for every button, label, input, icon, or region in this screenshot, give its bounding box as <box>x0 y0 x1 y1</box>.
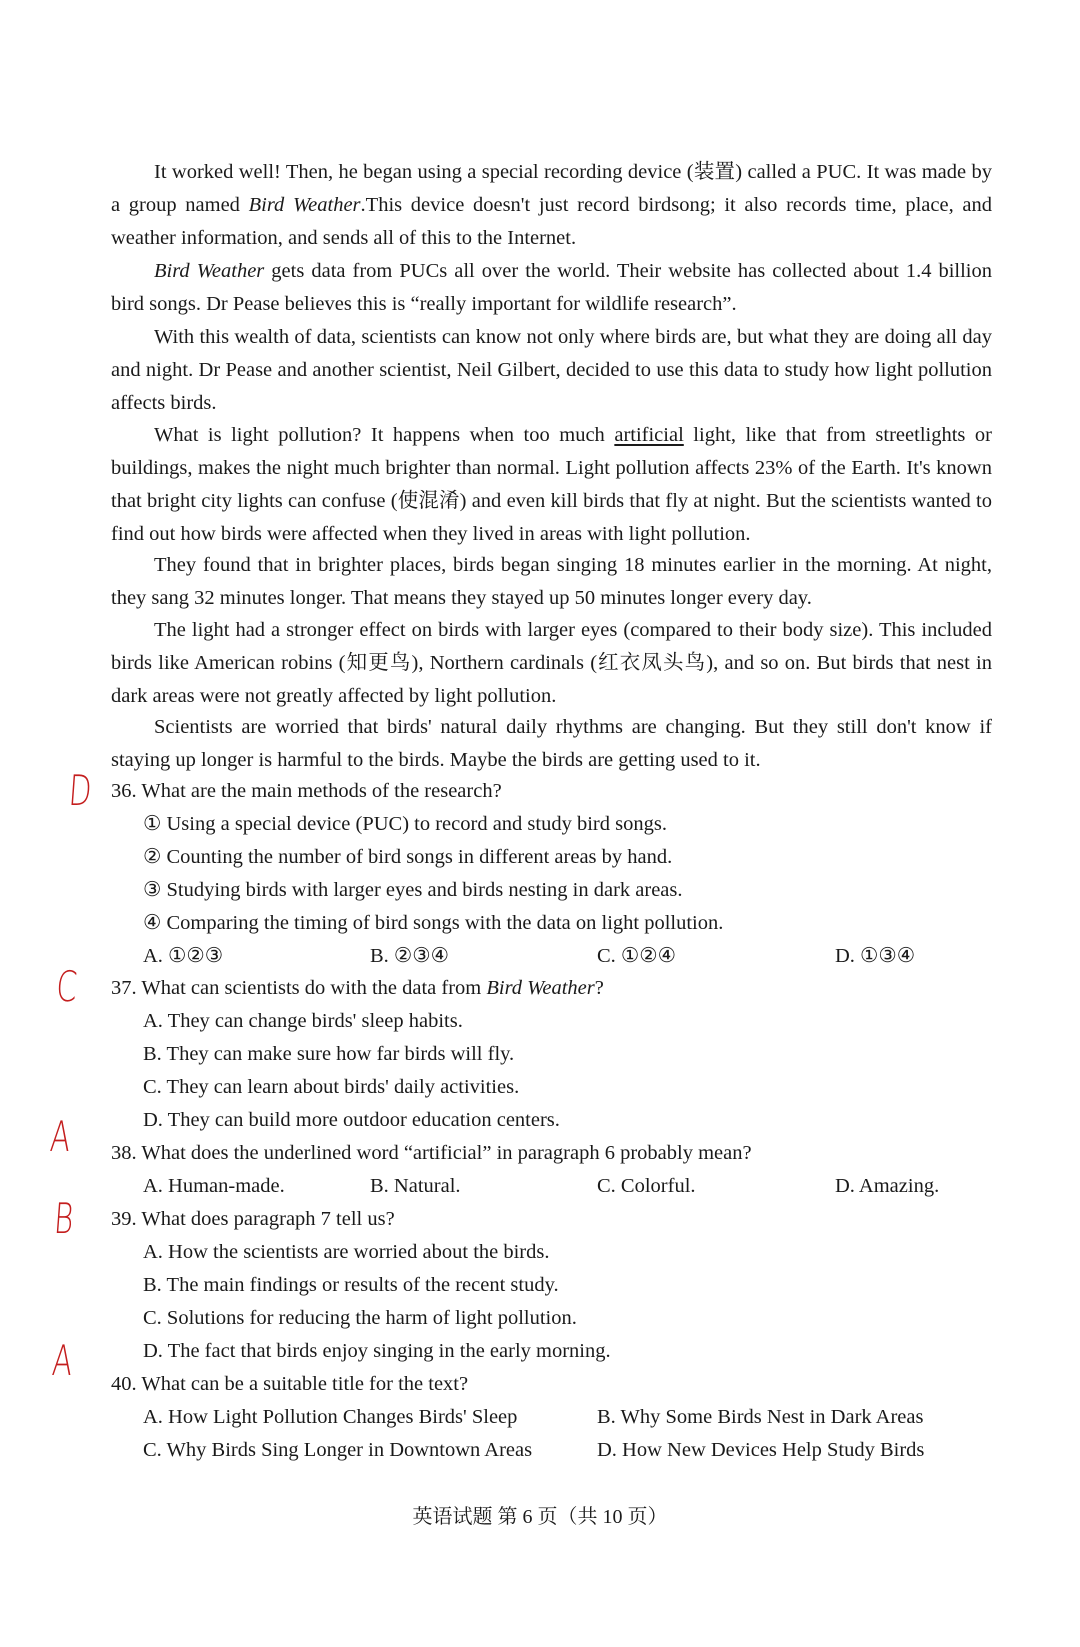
q36-option-d: D. ①③④ <box>835 945 916 967</box>
q39-option-b: B. The main findings or results of the recent study. <box>143 1274 559 1296</box>
q38-option-b: B. Natural. <box>370 1175 461 1197</box>
q36-option-a: A. ①②③ <box>143 945 224 967</box>
q37-option-c: C. They can learn about birds' daily activities. <box>143 1076 520 1098</box>
question-36-stem: 36. What are the main methods of the research? <box>111 780 502 802</box>
q37-option-b: B. They can make sure how far birds will fly. <box>143 1043 515 1065</box>
q40-option-d: D. How New Devices Help Study Birds <box>597 1439 925 1461</box>
question-40-stem: 40. What can be a suitable title for the text? <box>111 1373 469 1395</box>
q36-option-c: C. ①②④ <box>597 945 677 967</box>
q38-option-c: C. Colorful. <box>597 1175 696 1197</box>
question-37-stem: 37. What can scientists do with the data from Bird Weather? <box>111 977 604 999</box>
q39-option-c: C. Solutions for reducing the harm of light pollution. <box>143 1307 577 1329</box>
q36-item-2: ② Counting the number of bird songs in different areas by hand. <box>143 846 673 868</box>
paragraph-2: Bird Weather gets data from PUCs all over the world. Their website has collected about 1.4 billion bird songs. Dr Pease believes this is “really important for wildlife research”. <box>111 260 992 315</box>
question-39-stem: 39. What does paragraph 7 tell us? <box>111 1208 395 1230</box>
q36-item-3: ③ Studying birds with larger eyes and birds nesting in dark areas. <box>143 879 683 901</box>
q37-option-a: A. They can change birds' sleep habits. <box>143 1010 463 1032</box>
q39-option-a: A. How the scientists are worried about the birds. <box>143 1241 550 1263</box>
question-38-stem: 38. What does the underlined word “artificial” in paragraph 6 probably mean? <box>111 1142 752 1164</box>
q37-option-d: D. They can build more outdoor education centers. <box>143 1109 560 1131</box>
handwritten-answer-36: D <box>67 766 94 815</box>
page-footer: 英语试题 第 6 页（共 10 页） <box>412 1506 668 1528</box>
q36-item-1: ① Using a special device (PUC) to record and study bird songs. <box>143 813 667 835</box>
q36-item-4: ④ Comparing the timing of bird songs with the data on light pollution. <box>143 912 724 934</box>
q40-option-c: C. Why Birds Sing Longer in Downtown Areas <box>143 1439 533 1461</box>
handwritten-answer-40: A <box>50 1336 75 1385</box>
q40-option-b: B. Why Some Birds Nest in Dark Areas <box>597 1406 924 1428</box>
handwritten-answer-37: C <box>54 962 79 1011</box>
paragraph-3: With this wealth of data, scientists can know not only where birds are, but what they are doing all day and night. Dr Pease and another scientist, Neil Gilbert, decided to use this data to study how light pollution affects birds. <box>111 326 992 414</box>
paragraph-5: They found that in brighter places, birds began singing 18 minutes earlier in the morning. At night, they sang 32 minutes longer. That means they stayed up 50 minutes longer every day. <box>111 554 992 609</box>
q38-option-a: A. Human-made. <box>143 1175 285 1197</box>
paragraph-6: The light had a stronger effect on birds with larger eyes (compared to their body size). This included birds like American robins (知更鸟), Northern cardinals (红衣凤头鸟), and so on. But birds that nest in dark areas were not greatly affected by light pollution. <box>111 619 992 707</box>
underlined-word: artificial <box>614 424 684 446</box>
q36-option-b: B. ②③④ <box>370 945 450 967</box>
handwritten-answer-39: B <box>52 1194 76 1243</box>
paragraph-7: Scientists are worried that birds' natural daily rhythms are changing. But they still don't know if staying up longer is harmful to the birds. Maybe the birds are getting used to it. <box>111 716 992 771</box>
handwritten-answer-38: A <box>48 1112 73 1161</box>
paragraph-4: What is light pollution? It happens when too much artificial light, like that from streetlights or buildings, makes the night much brighter than normal. Light pollution affects 23% of the Earth. It's known that bright city lights can confuse (使混淆) and even kill birds that fly at night. But the scientists wanted to find out how birds were affected when they lived in areas with light pollution. <box>111 424 992 545</box>
paragraph-1: It worked well! Then, he began using a special recording device (装置) called a PUC. It was made by a group named Bird Weather.This device doesn't just record birdsong; it also records time, place, and weather information, and sends all of this to the Internet. <box>111 161 992 249</box>
q39-option-d: D. The fact that birds enjoy singing in the early morning. <box>143 1340 611 1362</box>
q40-option-a: A. How Light Pollution Changes Birds' Sleep <box>143 1406 518 1428</box>
q38-option-d: D. Amazing. <box>835 1175 940 1197</box>
